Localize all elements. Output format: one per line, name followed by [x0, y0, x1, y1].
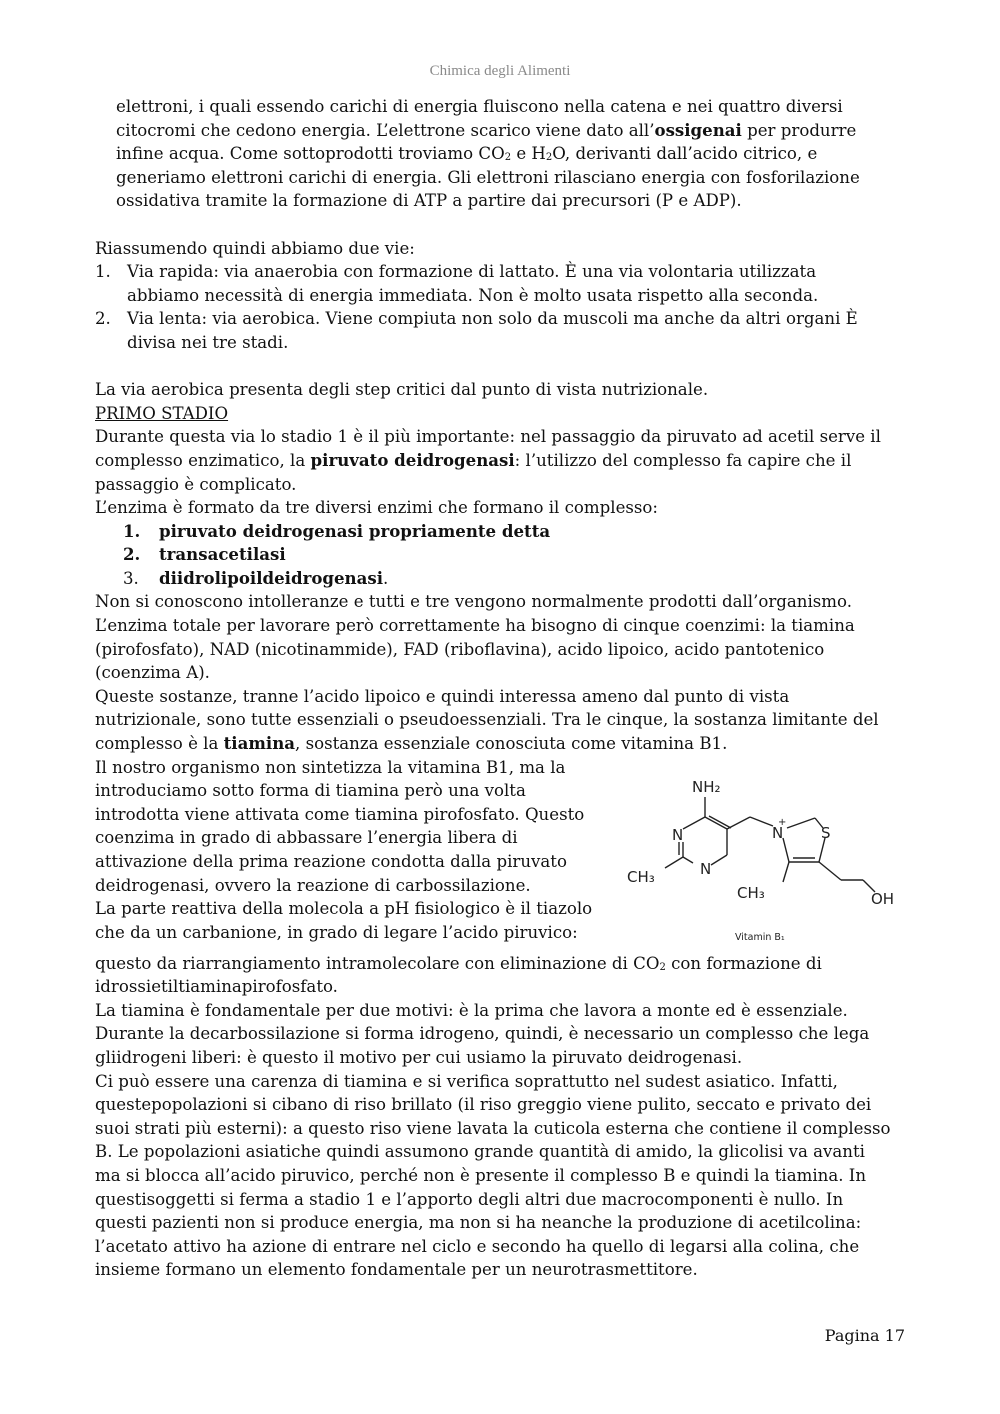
text-line: questisoggetti si ferma a stadio 1 e l’apporto degli altri due macrocomponenti è nullo. In	[95, 1189, 844, 1209]
text-line: introduciamo sotto forma di tiamina però una volta	[95, 781, 526, 801]
text-line: gliidrogeni liberi: è questo il motivo per cui usiamo la piruvato deidrogenasi.	[95, 1048, 743, 1067]
text-line: citocromi che cedono energia. L’elettrone scarico viene dato all’ossigenai per produrre	[116, 119, 857, 140]
positive-charge-label: +	[778, 816, 787, 828]
intro-paragraph	[95, 95, 915, 213]
text-line: idrossietiltiaminapirofosfato.	[95, 977, 338, 997]
summary-lead: Riassumendo quindi abbiamo due vie:	[95, 238, 415, 258]
text-line: questo da riarrangiamento intramolecolare con eliminazione di $CO_2$ con formazione di	[95, 953, 822, 973]
aerobic-lead: La via aerobica presenta degli step critici dal punto di vista nutrizionale.	[95, 380, 709, 400]
running-header: Chimica degli Alimenti	[429, 63, 571, 79]
text-line: attivazione della prima reazione condotta dalla piruvato	[95, 852, 567, 871]
vitamin-b1-structure	[605, 762, 905, 952]
text-line: insieme formano un elemento fondamentale per un neurotrasmettitore.	[95, 1260, 698, 1280]
text-line: Non si conoscono intolleranze e tutti e tre vengono normalmente prodotti dall’organismo.	[95, 592, 853, 612]
text-line: passaggio è complicato.	[95, 474, 297, 494]
text-line: nutrizionale, sono tutte essenziali o pseudoessenziali. Tra le cinque, la sostanza limitante del	[95, 710, 879, 730]
bold-term: tiamina	[223, 733, 296, 754]
thiazolium-n-label: N	[772, 823, 784, 842]
page-number: Pagina 17	[824, 1326, 905, 1345]
list-item: 2. transacetilasi	[123, 544, 286, 565]
nh2-label: NH₂	[692, 777, 721, 796]
text-line: Durante la decarbossilazione si forma idrogeno, quindi, è necessario un complesso che lega	[95, 1024, 870, 1044]
text-line: complesso enzimatico, la piruvato deidrogenasi: l’utilizzo del complesso fa capire che il	[95, 449, 852, 470]
text-line: L’enzima è formato da tre diversi enzimi che formano il complesso:	[95, 498, 658, 518]
text-line: suoi strati più esterni): a questo riso viene lavata la cuticola esterna che contiene il complesso	[95, 1118, 891, 1138]
text-line: ossidativa tramite la formazione di ATP a partire dai precursori (P e ADP).	[116, 191, 742, 211]
text-line: complesso è la tiamina, sostanza essenziale conosciuta come vitamina B1.	[95, 733, 728, 754]
text-line: Il nostro organismo non sintetizza la vitamina B1, ma la	[95, 757, 566, 777]
text-line: Durante questa via lo stadio 1 è il più importante: nel passaggio da piruvato ad acetil serve il	[95, 427, 881, 447]
bold-term: piruvato deidrogenasi	[310, 449, 515, 470]
text-line: l’acetato attivo ha azione di entrare nel ciclo e secondo ha quello di legarsi alla colina, che	[95, 1236, 860, 1256]
sulfur-label: S	[821, 823, 831, 842]
text-line: (coenzima A).	[95, 663, 210, 683]
list-item: 1. piruvato deidrogenasi propriamente detta	[123, 520, 551, 541]
pyrimidine-n1-label: N	[672, 825, 684, 844]
text-line: La parte reattiva della molecola a pH fisiologico è il tiazolo	[95, 899, 593, 919]
ch3-label: CH₃	[737, 883, 765, 902]
list-item: 1. Via rapida: via anaerobia con formazione di lattato. È una via volontaria utilizzata abbiamo necessità di energia immediata. Non è molto usata rispetto alla seconda.	[95, 262, 819, 305]
figure-caption: Vitamin B₁	[735, 931, 785, 943]
text-line: infine acqua. Come sottoprodotti troviamo $CO_2$ e $H_2O$, derivanti dall’acido citrico, e	[116, 144, 818, 164]
text-line: La tiamina è fondamentale per due motivi: è la prima che lavora a monte ed è essenziale.	[95, 1000, 848, 1020]
summary-list	[95, 260, 915, 354]
list-item: 3. diidrolipoildeidrogenasi.	[123, 567, 389, 588]
text-line: questepopolazioni si cibano di riso brillato (il riso greggio viene pulito, seccato e privato dei	[95, 1095, 872, 1115]
text-line: L’enzima totale per lavorare però correttamente ha bisogno di cinque coenzimi: la tiamina	[95, 616, 855, 636]
enzyme-list	[95, 520, 915, 591]
text-line: B. Le popolazioni asiatiche quindi assumono grande quantità di amido, la glicolisi va avanti	[95, 1142, 865, 1162]
text-line: introdotta viene attivata come tiamina pirofosfato. Questo	[95, 804, 585, 824]
list-item: 2. Via lenta: via aerobica. Viene compiuta non solo da muscoli ma anche da altri organi È divisa nei tre stadi.	[95, 309, 858, 352]
vitamin-b1-structure-figure	[605, 762, 905, 952]
page-body	[95, 95, 915, 1282]
text-line: ma si blocca all’acido piruvico, perché non è presente il complesso B e quindi la tiamina. In	[95, 1165, 867, 1185]
ch3-label: CH₃	[627, 867, 655, 886]
text-line: che da un carbanione, in grado di legare l’acido piruvico:	[95, 922, 578, 942]
text-line: Queste sostanze, tranne l’acido lipoico e quindi interessa ameno dal punto di vista	[95, 686, 790, 706]
text-line: (pirofosfato), NAD (nicotinammide), FAD (riboflavina), acido lipoico, acido pantotenico	[95, 639, 825, 659]
oh-label: OH	[871, 889, 895, 908]
text-line: Ci può essere una carenza di tiamina e si verifica soprattutto nel sudest asiatico. Infatti,	[95, 1071, 838, 1091]
text-line: elettroni, i quali essendo carichi di energia fluiscono nella catena e nei quattro diversi	[116, 97, 843, 116]
text-line: questi pazienti non si produce energia, ma non si ha neanche la produzione di acetilcolina:	[95, 1213, 862, 1233]
pyrimidine-n2-label: N	[700, 859, 712, 878]
text-line: coenzima in grado di abbassare l’energia libera di	[95, 828, 518, 848]
text-line: deidrogenasi, ovvero la reazione di carbossilazione.	[95, 875, 531, 895]
bold-term: ossigenai	[654, 119, 742, 140]
section-heading: PRIMO STADIO	[95, 403, 229, 423]
text-line: generiamo elettroni carichi di energia. Gli elettroni rilasciano energia con fosforilazione	[116, 167, 860, 187]
